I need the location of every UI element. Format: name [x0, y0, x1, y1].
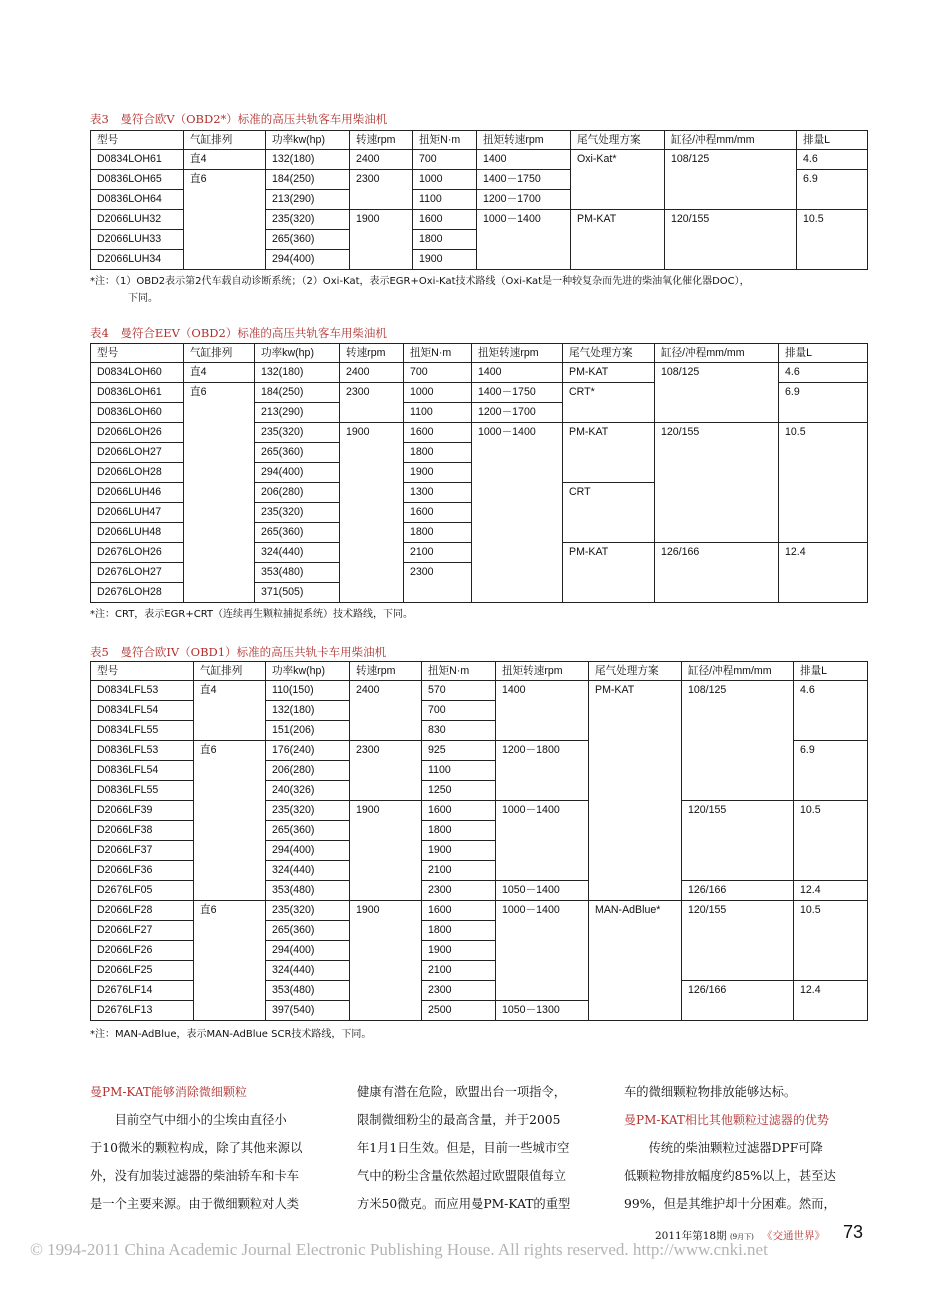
issue-sub: (9月下): [729, 1233, 754, 1241]
cell-power: 240(326): [266, 781, 350, 801]
table4-note: *注：CRT，表示EGR+CRT（连续再生颗粒捕捉系统）技术路线，下同。: [90, 609, 414, 620]
paragraph-line: 气中的粉尘含量依然超过欧盟限值每立: [357, 1169, 567, 1183]
cell-model: D2066LUH48: [91, 523, 184, 543]
cell-aftertreatment: PM-KAT: [563, 543, 655, 603]
cell-torque: 2100: [404, 543, 472, 563]
cell-torque-speed: 1200－1700: [477, 190, 571, 210]
paragraph-line: 于10微米的颗粒构成，除了其他来源以: [90, 1141, 303, 1155]
cell-cylinders: 直6: [194, 901, 266, 1021]
cell-torque: 1250: [422, 781, 496, 801]
cell-torque: 1100: [422, 761, 496, 781]
cell-bore-stroke: 108/125: [655, 363, 779, 423]
cell-model: D2066LUH32: [91, 210, 184, 230]
cell-model: D2066LOH26: [91, 423, 184, 443]
cell-model: D2066LF26: [91, 941, 194, 961]
paragraph-line: 健康有潜在危险，欧盟出台一项指令，: [357, 1085, 567, 1099]
table-header-row: [91, 131, 868, 150]
cell-torque-speed: 1000－1400: [496, 901, 589, 1001]
cell-power: 294(400): [266, 250, 350, 270]
cell-model: D2066LUH34: [91, 250, 184, 270]
cell-power: 110(150): [266, 681, 350, 701]
cell-power: 294(400): [266, 841, 350, 861]
cell-model: D2676LF14: [91, 981, 194, 1001]
cell-power: 353(480): [266, 881, 350, 901]
cell-displacement: 10.5: [794, 901, 868, 981]
article-column-3: [624, 1078, 872, 1218]
cell-torque: 700: [413, 150, 477, 170]
cell-torque: 570: [422, 681, 496, 701]
header-model: 型号: [91, 662, 194, 681]
cell-bore-stroke: 126/166: [682, 881, 794, 901]
cell-model: D2066LOH27: [91, 443, 184, 463]
issue-number: 2011年第18期: [655, 1230, 727, 1242]
header-cylinders: 气缸排列: [194, 662, 266, 681]
cell-torque-speed: 1400: [472, 363, 563, 383]
cell-power: 235(320): [255, 423, 340, 443]
cell-aftertreatment: CRT: [563, 483, 655, 543]
cell-displacement: 10.5: [797, 210, 868, 270]
cell-aftertreatment: PM-KAT: [563, 423, 655, 483]
cell-torque-speed: 1000－1400: [477, 210, 571, 270]
cell-power: 294(400): [266, 941, 350, 961]
cell-power: 353(480): [266, 981, 350, 1001]
cell-power: 324(440): [266, 861, 350, 881]
cell-speed: 2400: [350, 150, 413, 170]
header-speed: 转速rpm: [350, 131, 413, 150]
header-cylinders: 气缸排列: [184, 344, 255, 363]
cell-model: D0834LOH60: [91, 363, 184, 383]
header-model: 型号: [91, 344, 184, 363]
header-bore-stroke: 缸径/冲程mm/mm: [665, 131, 797, 150]
header-torque-speed: 扭矩转速rpm: [472, 344, 563, 363]
table3-note-line2: 下同。: [128, 293, 158, 304]
cell-torque: 2300: [422, 881, 496, 901]
cell-torque-speed: 1400－1750: [472, 383, 563, 403]
section-heading-pm-kat: 曼PM-KAT能够消除微细颗粒: [90, 1085, 247, 1099]
cell-torque: 1800: [404, 523, 472, 543]
header-torque-speed: 扭矩转速rpm: [477, 131, 571, 150]
cell-power: 265(360): [266, 230, 350, 250]
cell-torque-speed: 1400－1750: [477, 170, 571, 190]
cell-torque-speed: 1000－1400: [472, 423, 563, 603]
header-power: 功率kw(hp): [266, 662, 350, 681]
cell-cylinders: 直6: [184, 383, 255, 603]
cell-model: D2066LF25: [91, 961, 194, 981]
cell-model: D2066LOH28: [91, 463, 184, 483]
cell-torque: 1900: [422, 841, 496, 861]
paragraph-line: 低颗粒物排放幅度约85%以上，甚至达: [624, 1169, 836, 1183]
cell-model: D2066LF38: [91, 821, 194, 841]
paragraph-line: 传统的柴油颗粒过滤器DPF可降: [648, 1141, 823, 1155]
cell-power: 235(320): [266, 801, 350, 821]
cell-model: D0836LOH65: [91, 170, 184, 190]
cell-torque-speed: 1050－1300: [496, 1001, 589, 1021]
cell-model: D0836LOH60: [91, 403, 184, 423]
cell-torque: 1800: [413, 230, 477, 250]
cell-displacement: 6.9: [794, 741, 868, 801]
cell-torque-speed: 1200－1700: [472, 403, 563, 423]
cell-model: D2676LF05: [91, 881, 194, 901]
cell-model: D2066LF37: [91, 841, 194, 861]
header-aftertreatment: 尾气处理方案: [589, 662, 682, 681]
cell-model: D0834LFL55: [91, 721, 194, 741]
cell-aftertreatment: MAN-AdBlue*: [589, 901, 682, 1021]
cell-power: 265(360): [255, 523, 340, 543]
cell-torque: 1600: [404, 503, 472, 523]
header-cylinders: 气缸排列: [184, 131, 266, 150]
cell-model: D0834LFL54: [91, 701, 194, 721]
cell-torque: 830: [422, 721, 496, 741]
cell-model: D2066LF39: [91, 801, 194, 821]
cell-torque: 1800: [422, 921, 496, 941]
cell-displacement: 12.4: [779, 543, 868, 603]
header-power: 功率kw(hp): [266, 131, 350, 150]
cell-bore-stroke: 120/155: [682, 801, 794, 881]
table4-caption: 表4 曼符合EEV（OBD2）标准的高压共轨客车用柴油机: [90, 326, 387, 340]
cell-speed: 2400: [340, 363, 404, 383]
table3-note-line1: *注：（1）OBD2表示第2代车载自动诊断系统；（2）Oxi-Kat，表示EGR+Oxi-Kat技术路线（Oxi-Kat是一种较复杂而先进的柴油氧化催化器DOC），: [90, 276, 750, 287]
cell-power: 353(480): [255, 563, 340, 583]
cell-cylinders: 直4: [184, 150, 266, 170]
cell-cylinders: 直4: [184, 363, 255, 383]
cell-speed: 1900: [350, 210, 413, 270]
header-torque-speed: 扭矩转速rpm: [496, 662, 589, 681]
header-power: 功率kw(hp): [255, 344, 340, 363]
header-displacement: 排量L: [794, 662, 868, 681]
cell-model: D2676LOH28: [91, 583, 184, 603]
cell-torque: 1800: [422, 821, 496, 841]
header-torque: 扭矩N·m: [413, 131, 477, 150]
paragraph-line: 99%，但是其维护却十分困难。然而，: [624, 1197, 836, 1211]
header-model: 型号: [91, 131, 184, 150]
paragraph-line: 车的微细颗粒物排放能够达标。: [624, 1085, 797, 1099]
cell-model: D0836LFL55: [91, 781, 194, 801]
cell-aftertreatment: Oxi-Kat*: [571, 150, 665, 210]
cell-power: 206(280): [266, 761, 350, 781]
cell-displacement: 4.6: [794, 681, 868, 741]
cell-speed: 1900: [350, 801, 422, 901]
copyright-watermark: © 1994-2011 China Academic Journal Electronic Publishing House. All rights reserved. http://www.cnki.net: [30, 1240, 768, 1259]
cell-model: D2676LF13: [91, 1001, 194, 1021]
cell-torque-speed: 1400: [477, 150, 571, 170]
cell-speed: 2400: [350, 681, 422, 741]
cell-speed: 2300: [350, 741, 422, 801]
cell-model: D2066LUH33: [91, 230, 184, 250]
cell-model: D0836LFL53: [91, 741, 194, 761]
cell-torque: 1000: [413, 170, 477, 190]
table5-note: *注：MAN-AdBlue，表示MAN-AdBlue SCR技术路线，下同。: [90, 1029, 372, 1040]
table3-caption: 表3 曼符合欧V（OBD2*）标准的高压共轨客车用柴油机: [90, 112, 388, 126]
page-number: 73: [843, 1222, 864, 1242]
cell-model: D0836LOH61: [91, 383, 184, 403]
cell-bore-stroke: 108/125: [682, 681, 794, 801]
cell-torque: 1300: [404, 483, 472, 503]
magazine-name: 《交通世界》: [762, 1230, 825, 1242]
cell-speed: 1900: [350, 901, 422, 1021]
cell-torque: 2300: [404, 563, 472, 603]
cell-power: 235(320): [266, 901, 350, 921]
cell-aftertreatment: CRT*: [563, 383, 655, 423]
cell-torque-speed: 1400: [496, 681, 589, 741]
header-speed: 转速rpm: [350, 662, 422, 681]
header-displacement: 排量L: [779, 344, 868, 363]
cell-torque: 925: [422, 741, 496, 761]
cell-power: 132(180): [266, 701, 350, 721]
table-row: [91, 363, 868, 383]
cell-torque: 2500: [422, 1001, 496, 1021]
cell-model: D2676LOH27: [91, 563, 184, 583]
cell-model: D2066LF28: [91, 901, 194, 921]
table-header-row: [91, 662, 868, 681]
cell-power: 324(440): [266, 961, 350, 981]
cell-power: 213(290): [255, 403, 340, 423]
cell-torque-speed: 1000－1400: [496, 801, 589, 881]
header-aftertreatment: 尾气处理方案: [563, 344, 655, 363]
cell-power: 324(440): [255, 543, 340, 563]
cell-model: D2066LUH46: [91, 483, 184, 503]
table-row: [91, 150, 868, 170]
cell-power: 176(240): [266, 741, 350, 761]
table4: [90, 343, 868, 603]
cell-aftertreatment: PM-KAT: [589, 681, 682, 901]
cell-torque: 1100: [413, 190, 477, 210]
cell-model: D0834LOH61: [91, 150, 184, 170]
cell-power: 235(320): [255, 503, 340, 523]
cell-bore-stroke: 108/125: [665, 150, 797, 210]
cell-power: 397(540): [266, 1001, 350, 1021]
cell-bore-stroke: 120/155: [682, 901, 794, 981]
cell-torque: 700: [404, 363, 472, 383]
cell-model: D0834LFL53: [91, 681, 194, 701]
section-heading-advantages: 曼PM-KAT相比其他颗粒过滤器的优势: [624, 1113, 829, 1127]
table3: [90, 130, 868, 270]
article-column-2: [357, 1078, 605, 1218]
cell-bore-stroke: 120/155: [655, 423, 779, 543]
cell-torque: 1600: [422, 901, 496, 921]
cell-cylinders: 直4: [194, 681, 266, 741]
cell-torque-speed: 1200－1800: [496, 741, 589, 801]
table-row: [91, 681, 868, 701]
cell-aftertreatment: PM-KAT: [563, 363, 655, 383]
cell-power: 371(505): [255, 583, 340, 603]
cell-power: 265(360): [255, 443, 340, 463]
paragraph-line: 外，没有加装过滤器的柴油轿车和卡车: [90, 1169, 300, 1183]
cell-torque: 700: [422, 701, 496, 721]
cell-torque: 2100: [422, 961, 496, 981]
cell-power: 184(250): [266, 170, 350, 190]
cell-speed: 2300: [350, 170, 413, 210]
cell-displacement: 6.9: [779, 383, 868, 423]
header-speed: 转速rpm: [340, 344, 404, 363]
table-header-row: [91, 344, 868, 363]
cell-model: D2066LUH47: [91, 503, 184, 523]
cell-power: 294(400): [255, 463, 340, 483]
table3-note: [90, 273, 750, 307]
paragraph-line: 是一个主要来源。由于微细颗粒对人类: [90, 1197, 300, 1211]
header-bore-stroke: 缸径/冲程mm/mm: [655, 344, 779, 363]
cell-displacement: 10.5: [794, 801, 868, 881]
cell-bore-stroke: 126/166: [655, 543, 779, 603]
cell-power: 265(360): [266, 921, 350, 941]
cell-displacement: 4.6: [779, 363, 868, 383]
cell-power: 132(180): [255, 363, 340, 383]
cell-power: 213(290): [266, 190, 350, 210]
cell-model: D2676LOH26: [91, 543, 184, 563]
cell-torque: 1800: [404, 443, 472, 463]
cell-displacement: 12.4: [794, 881, 868, 901]
cell-torque: 1900: [413, 250, 477, 270]
header-aftertreatment: 尾气处理方案: [571, 131, 665, 150]
cell-bore-stroke: 120/155: [665, 210, 797, 270]
cell-power: 151(206): [266, 721, 350, 741]
cell-model: D0836LFL54: [91, 761, 194, 781]
cell-model: D2066LF27: [91, 921, 194, 941]
paragraph-line: 限制微细粉尘的最高含量，并于2005: [357, 1113, 561, 1127]
header-displacement: 排量L: [797, 131, 868, 150]
table5: [90, 661, 868, 1021]
table5-caption: 表5 曼符合欧IV（OBD1）标准的高压共轨卡车用柴油机: [90, 645, 387, 659]
cell-power: 206(280): [255, 483, 340, 503]
cell-cylinders: 直6: [194, 741, 266, 901]
cell-power: 265(360): [266, 821, 350, 841]
cell-torque: 1900: [422, 941, 496, 961]
cell-model: D2066LF36: [91, 861, 194, 881]
cell-torque: 2300: [422, 981, 496, 1001]
cell-bore-stroke: 126/166: [682, 981, 794, 1021]
cell-torque: 2100: [422, 861, 496, 881]
cell-torque: 1600: [404, 423, 472, 443]
cell-torque: 1900: [404, 463, 472, 483]
cell-torque: 1600: [413, 210, 477, 230]
table-row: [91, 901, 868, 921]
cell-cylinders: 直6: [184, 170, 266, 270]
paragraph-line: 目前空气中细小的尘埃由直径小: [114, 1113, 287, 1127]
article-column-1: [90, 1078, 338, 1218]
cell-displacement: 10.5: [779, 423, 868, 543]
cell-speed: 1900: [340, 423, 404, 603]
header-torque: 扭矩N·m: [404, 344, 472, 363]
cell-speed: 2300: [340, 383, 404, 423]
cell-aftertreatment: PM-KAT: [571, 210, 665, 270]
header-bore-stroke: 缸径/冲程mm/mm: [682, 662, 794, 681]
cell-torque: 1600: [422, 801, 496, 821]
cell-torque: 1100: [404, 403, 472, 423]
cell-power: 184(250): [255, 383, 340, 403]
cell-torque: 1000: [404, 383, 472, 403]
cell-displacement: 12.4: [794, 981, 868, 1021]
cell-displacement: 6.9: [797, 170, 868, 210]
cell-power: 235(320): [266, 210, 350, 230]
header-torque: 扭矩N·m: [422, 662, 496, 681]
cell-power: 132(180): [266, 150, 350, 170]
cell-displacement: 4.6: [797, 150, 868, 170]
cell-model: D0836LOH64: [91, 190, 184, 210]
cell-torque-speed: 1050－1400: [496, 881, 589, 901]
paragraph-line: 方米50微克。而应用曼PM-KAT的重型: [357, 1197, 571, 1211]
paragraph-line: 年1月1日生效。但是，目前一些城市空: [357, 1141, 570, 1155]
